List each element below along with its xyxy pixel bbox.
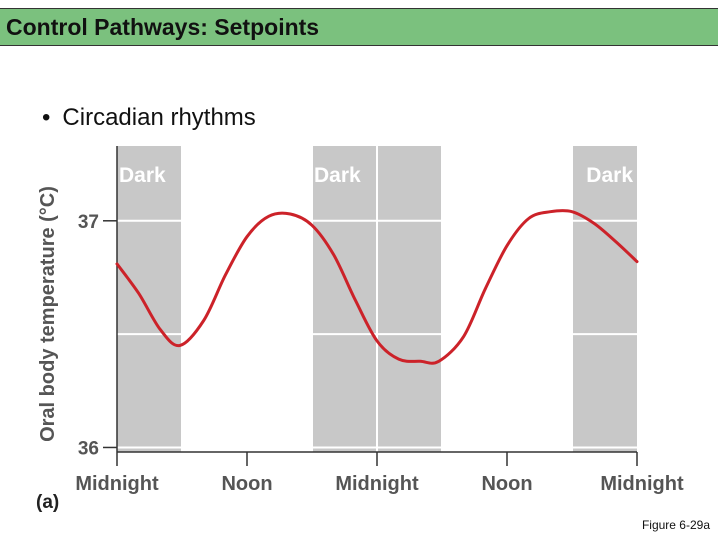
x-tick-label: Midnight [335, 473, 419, 495]
bullet-text: Circadian rhythms [62, 104, 256, 131]
dark-band [572, 146, 637, 452]
y-axis-title: Oral body temperature (°C) [37, 186, 59, 442]
x-tick-label: Midnight [600, 473, 684, 495]
figure-caption: Figure 6-29a [641, 518, 710, 532]
x-tick-label: Noon [481, 473, 533, 495]
panel-label: (a) [36, 492, 60, 513]
x-tick-label: Noon [221, 473, 273, 495]
bullet-icon: • [42, 104, 51, 131]
dark-band-label: Dark [119, 164, 166, 187]
x-tick-label: Midnight [75, 473, 159, 495]
dark-band [117, 146, 182, 452]
y-tick-label: 36 [77, 438, 99, 460]
slide-title: Control Pathways: Setpoints [6, 14, 320, 40]
dark-band-label: Dark [314, 164, 361, 187]
y-tick-label: 37 [77, 211, 99, 233]
dark-band-label: Dark [586, 164, 633, 187]
